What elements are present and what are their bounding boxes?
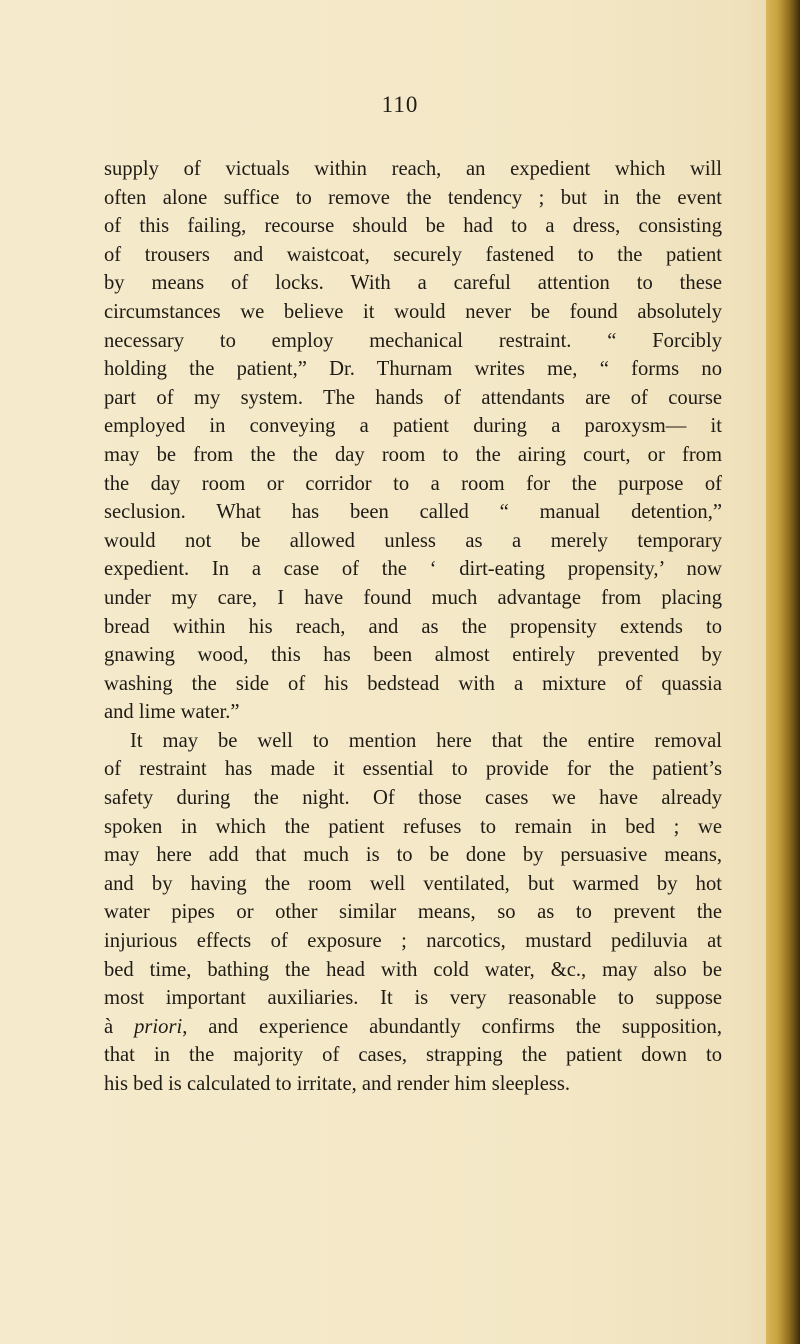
text-line: safety during the night. Of those cases we have already bbox=[104, 787, 722, 810]
text-line: expedient. In a case of the ‘ dirt-eating propensity,’ now bbox=[104, 558, 722, 581]
text-line: under my care, I have found much advantage from placing bbox=[104, 586, 722, 609]
text-line: of restraint has made it essential to provide for the patient’s bbox=[104, 758, 722, 781]
text-line: and by having the room well ventilated, but warmed by hot bbox=[104, 872, 722, 895]
text-line: It may be well to mention here that the entire removal bbox=[130, 729, 722, 752]
text-line: often alone suffice to remove the tendency ; but in the event bbox=[104, 186, 722, 209]
text-line: supply of victuals within reach, an expedient which will bbox=[104, 158, 722, 180]
text-line: employed in conveying a patient during a paroxysm— it bbox=[104, 415, 722, 438]
text-line: water pipes or other similar means, so as to prevent the bbox=[104, 901, 722, 924]
text-line: of trousers and waistcoat, securely fastened to the patient bbox=[104, 243, 722, 266]
italic-text: priori bbox=[134, 1015, 183, 1038]
page-number: 110 bbox=[381, 92, 419, 117]
text-line: holding the patient,” Dr. Thurnam writes me, “ forms no bbox=[104, 358, 722, 381]
text-line: gnawing wood, this has been almost entirely prevented by bbox=[104, 644, 722, 667]
text-line: the day room or corridor to a room for the purpose of bbox=[104, 472, 722, 495]
text-line: spoken in which the patient refuses to remain in bed ; we bbox=[104, 815, 722, 838]
text-segment: à bbox=[104, 1015, 135, 1038]
text-line: most important auxiliaries. It is very reasonable to suppose bbox=[104, 987, 722, 1010]
text-line: that in the majority of cases, strapping the patient down to bbox=[104, 1044, 722, 1067]
text-line: may be from the the day room to the airing court, or from bbox=[104, 443, 722, 466]
text-line: his bed is calculated to irritate, and render him sleepless. bbox=[104, 1073, 571, 1095]
text-line: circumstances we believe it would never be found absolutely bbox=[104, 300, 722, 323]
text-line: and lime water.” bbox=[104, 701, 240, 724]
text-line: injurious effects of exposure ; narcotics, mustard pediluvia at bbox=[104, 930, 722, 953]
text-line: washing the side of his bedstead with a mixture of quassia bbox=[104, 672, 722, 695]
text-line: bread within his reach, and as the propensity extends to bbox=[104, 615, 722, 638]
text-line bbox=[104, 1013, 722, 1042]
text-line: seclusion. What has been called “ manual detention,” bbox=[104, 501, 722, 524]
text-line: necessary to employ mechanical restraint. “ Forcibly bbox=[104, 329, 722, 352]
text-line: by means of locks. With a careful attention to these bbox=[104, 272, 722, 295]
text-line: may here add that much is to be done by persuasive means, bbox=[104, 844, 722, 867]
text-line: part of my system. The hands of attendants are of course bbox=[104, 386, 722, 409]
text-line: would not be allowed unless as a merely temporary bbox=[104, 529, 722, 552]
page-edge bbox=[766, 0, 800, 1344]
text-line: bed time, bathing the head with cold water, &c., may also be bbox=[104, 958, 722, 981]
body-text bbox=[104, 155, 722, 1099]
text-line: of this failing, recourse should be had to a dress, consisting bbox=[104, 215, 722, 238]
text-segment: , and experience abundantly confirms the supposition, bbox=[182, 1015, 722, 1038]
